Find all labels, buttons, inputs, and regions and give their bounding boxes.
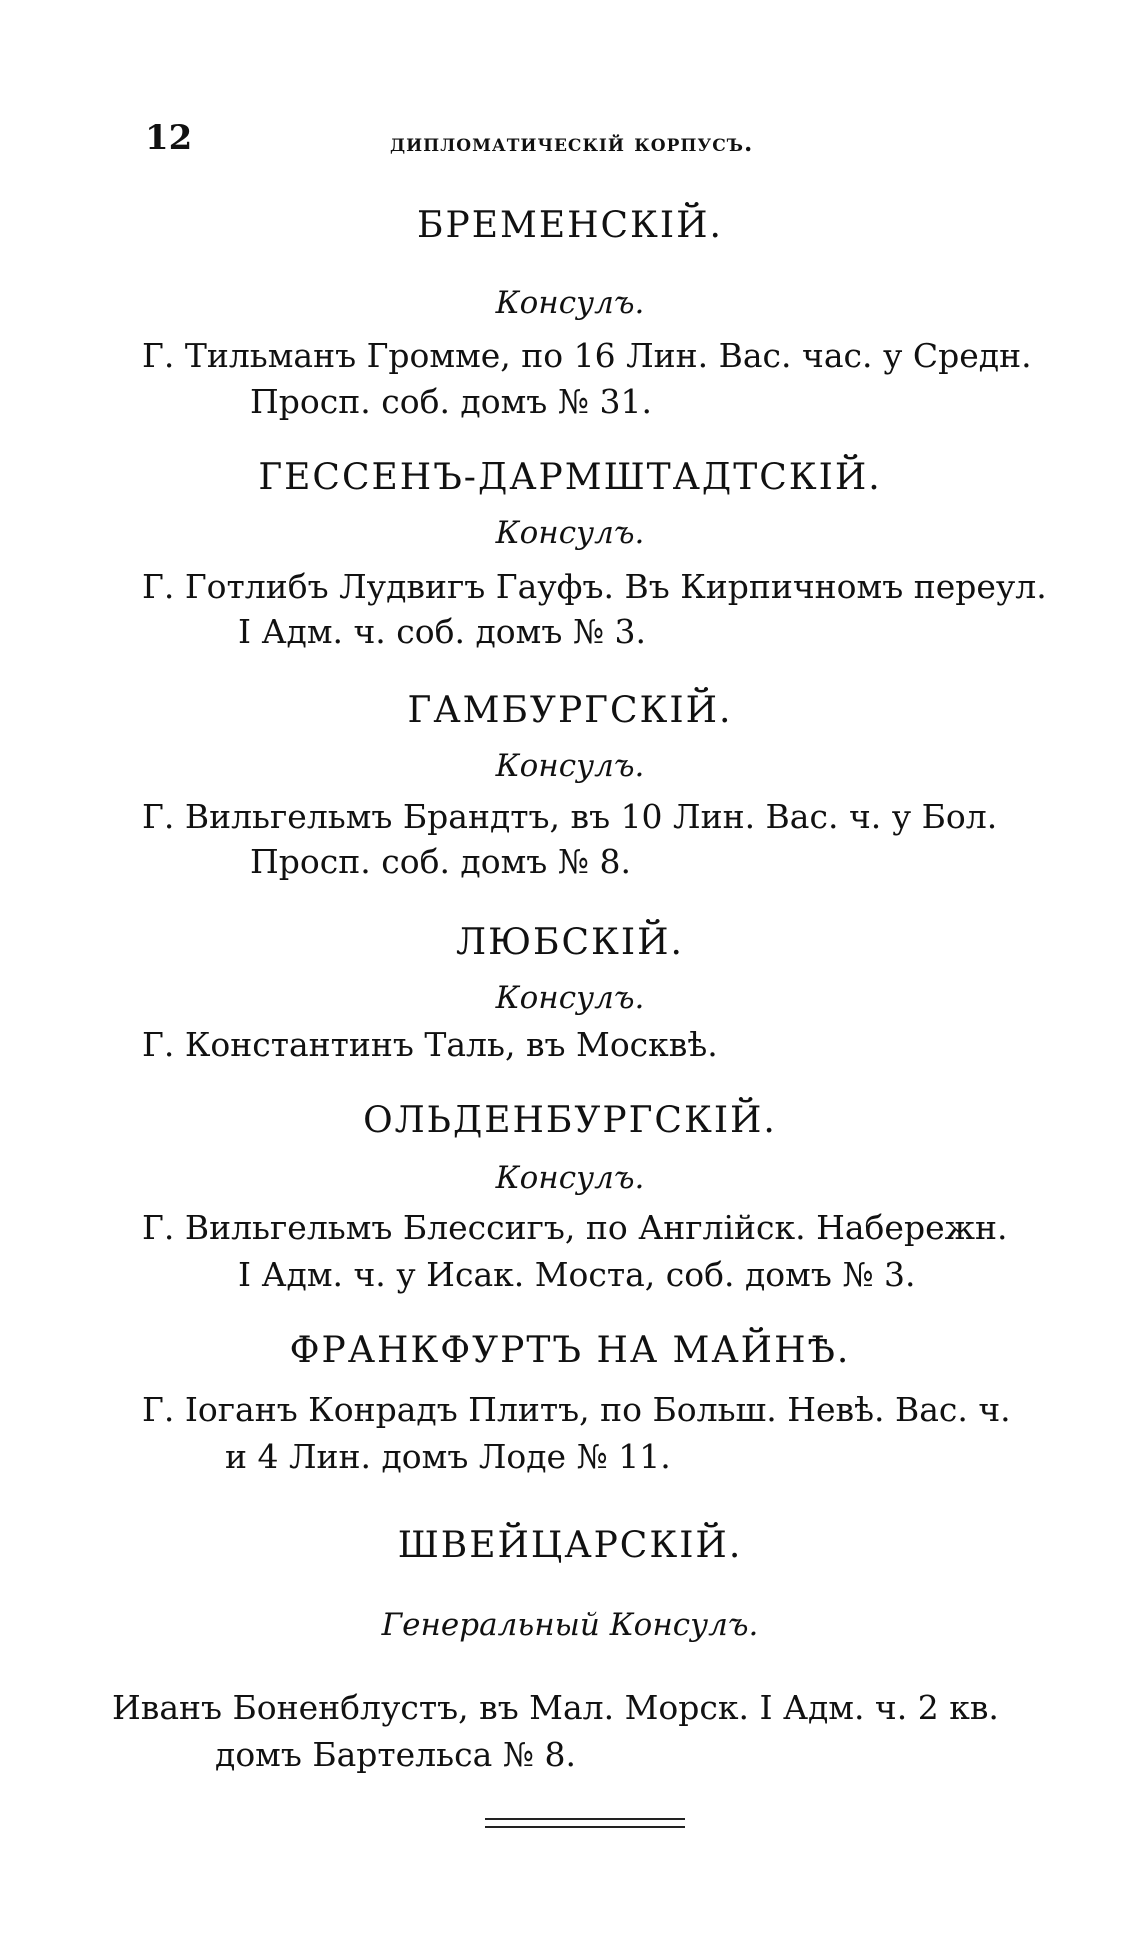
entry-line-bremen-2: Просп. соб. домъ № 31. [250,382,652,421]
entry-line-bremen-1: Г. Тильманъ Громме, по 16 Лин. Вас. час. у Средн. [142,336,1032,375]
entry-line-switzerland-1: Иванъ Боненблустъ, въ Мал. Морск. I Адм. ч. 2 кв. [112,1688,999,1727]
section-title-frankfurt: ФРАНКФУРТЪ НА МАЙНѢ. [289,1330,851,1371]
section-title-hamburg: ГАМБУРГСКІЙ. [407,690,733,731]
entry-line-hamburg-1: Г. Вильгельмъ Брандтъ, въ 10 Лин. Вас. ч. у Бол. [142,797,998,836]
section-title-lubeck: ЛЮБСКІЙ. [456,922,684,963]
entry-line-oldenburg-1: Г. Вильгельмъ Блессигъ, по Англійск. Набережн. [142,1208,1008,1247]
running-head: дипломатическій корпусъ. [390,128,754,157]
section-subtitle-oldenburg: Консулъ. [495,1160,645,1196]
entry-line-lubeck-1: Г. Константинъ Таль, въ Москвѣ. [142,1025,718,1064]
section-subtitle-lubeck: Консулъ. [495,980,645,1016]
entry-line-hessen-1: Г. Готлибъ Лудвигъ Гауфъ. Въ Кирпичномъ переул. [142,567,1047,606]
section-title-oldenburg: ОЛЬДЕНБУРГСКІЙ. [363,1100,777,1141]
section-subtitle-hessen: Консулъ. [495,515,645,551]
entry-line-switzerland-2: домъ Бартельса № 8. [215,1735,576,1774]
entry-line-oldenburg-2: I Адм. ч. у Исак. Моста, соб. домъ № 3. [238,1255,916,1294]
section-title-bremen: БРЕМЕНСКІЙ. [417,205,723,246]
section-subtitle-switzerland: Генеральный Консулъ. [381,1607,759,1643]
entry-line-frankfurt-2: и 4 Лин. домъ Лоде № 11. [225,1437,671,1476]
entry-line-frankfurt-1: Г. Іоганъ Конрадъ Плитъ, по Больш. Невѣ. Вас. ч. [142,1390,1011,1429]
section-title-hessen: ГЕССЕНЪ-ДАРМШТАДТСКІЙ. [258,457,882,498]
section-subtitle-hamburg: Консулъ. [495,748,645,784]
closing-rule-bottom [485,1826,685,1828]
section-subtitle-bremen: Консулъ. [495,285,645,321]
page-number: 12 [145,118,193,158]
entry-line-hessen-2: I Адм. ч. соб. домъ № 3. [238,612,647,651]
section-title-switzerland: ШВЕЙЦАРСКІЙ. [397,1525,743,1566]
closing-rule-top [485,1818,685,1820]
entry-line-hamburg-2: Просп. соб. домъ № 8. [250,842,631,881]
